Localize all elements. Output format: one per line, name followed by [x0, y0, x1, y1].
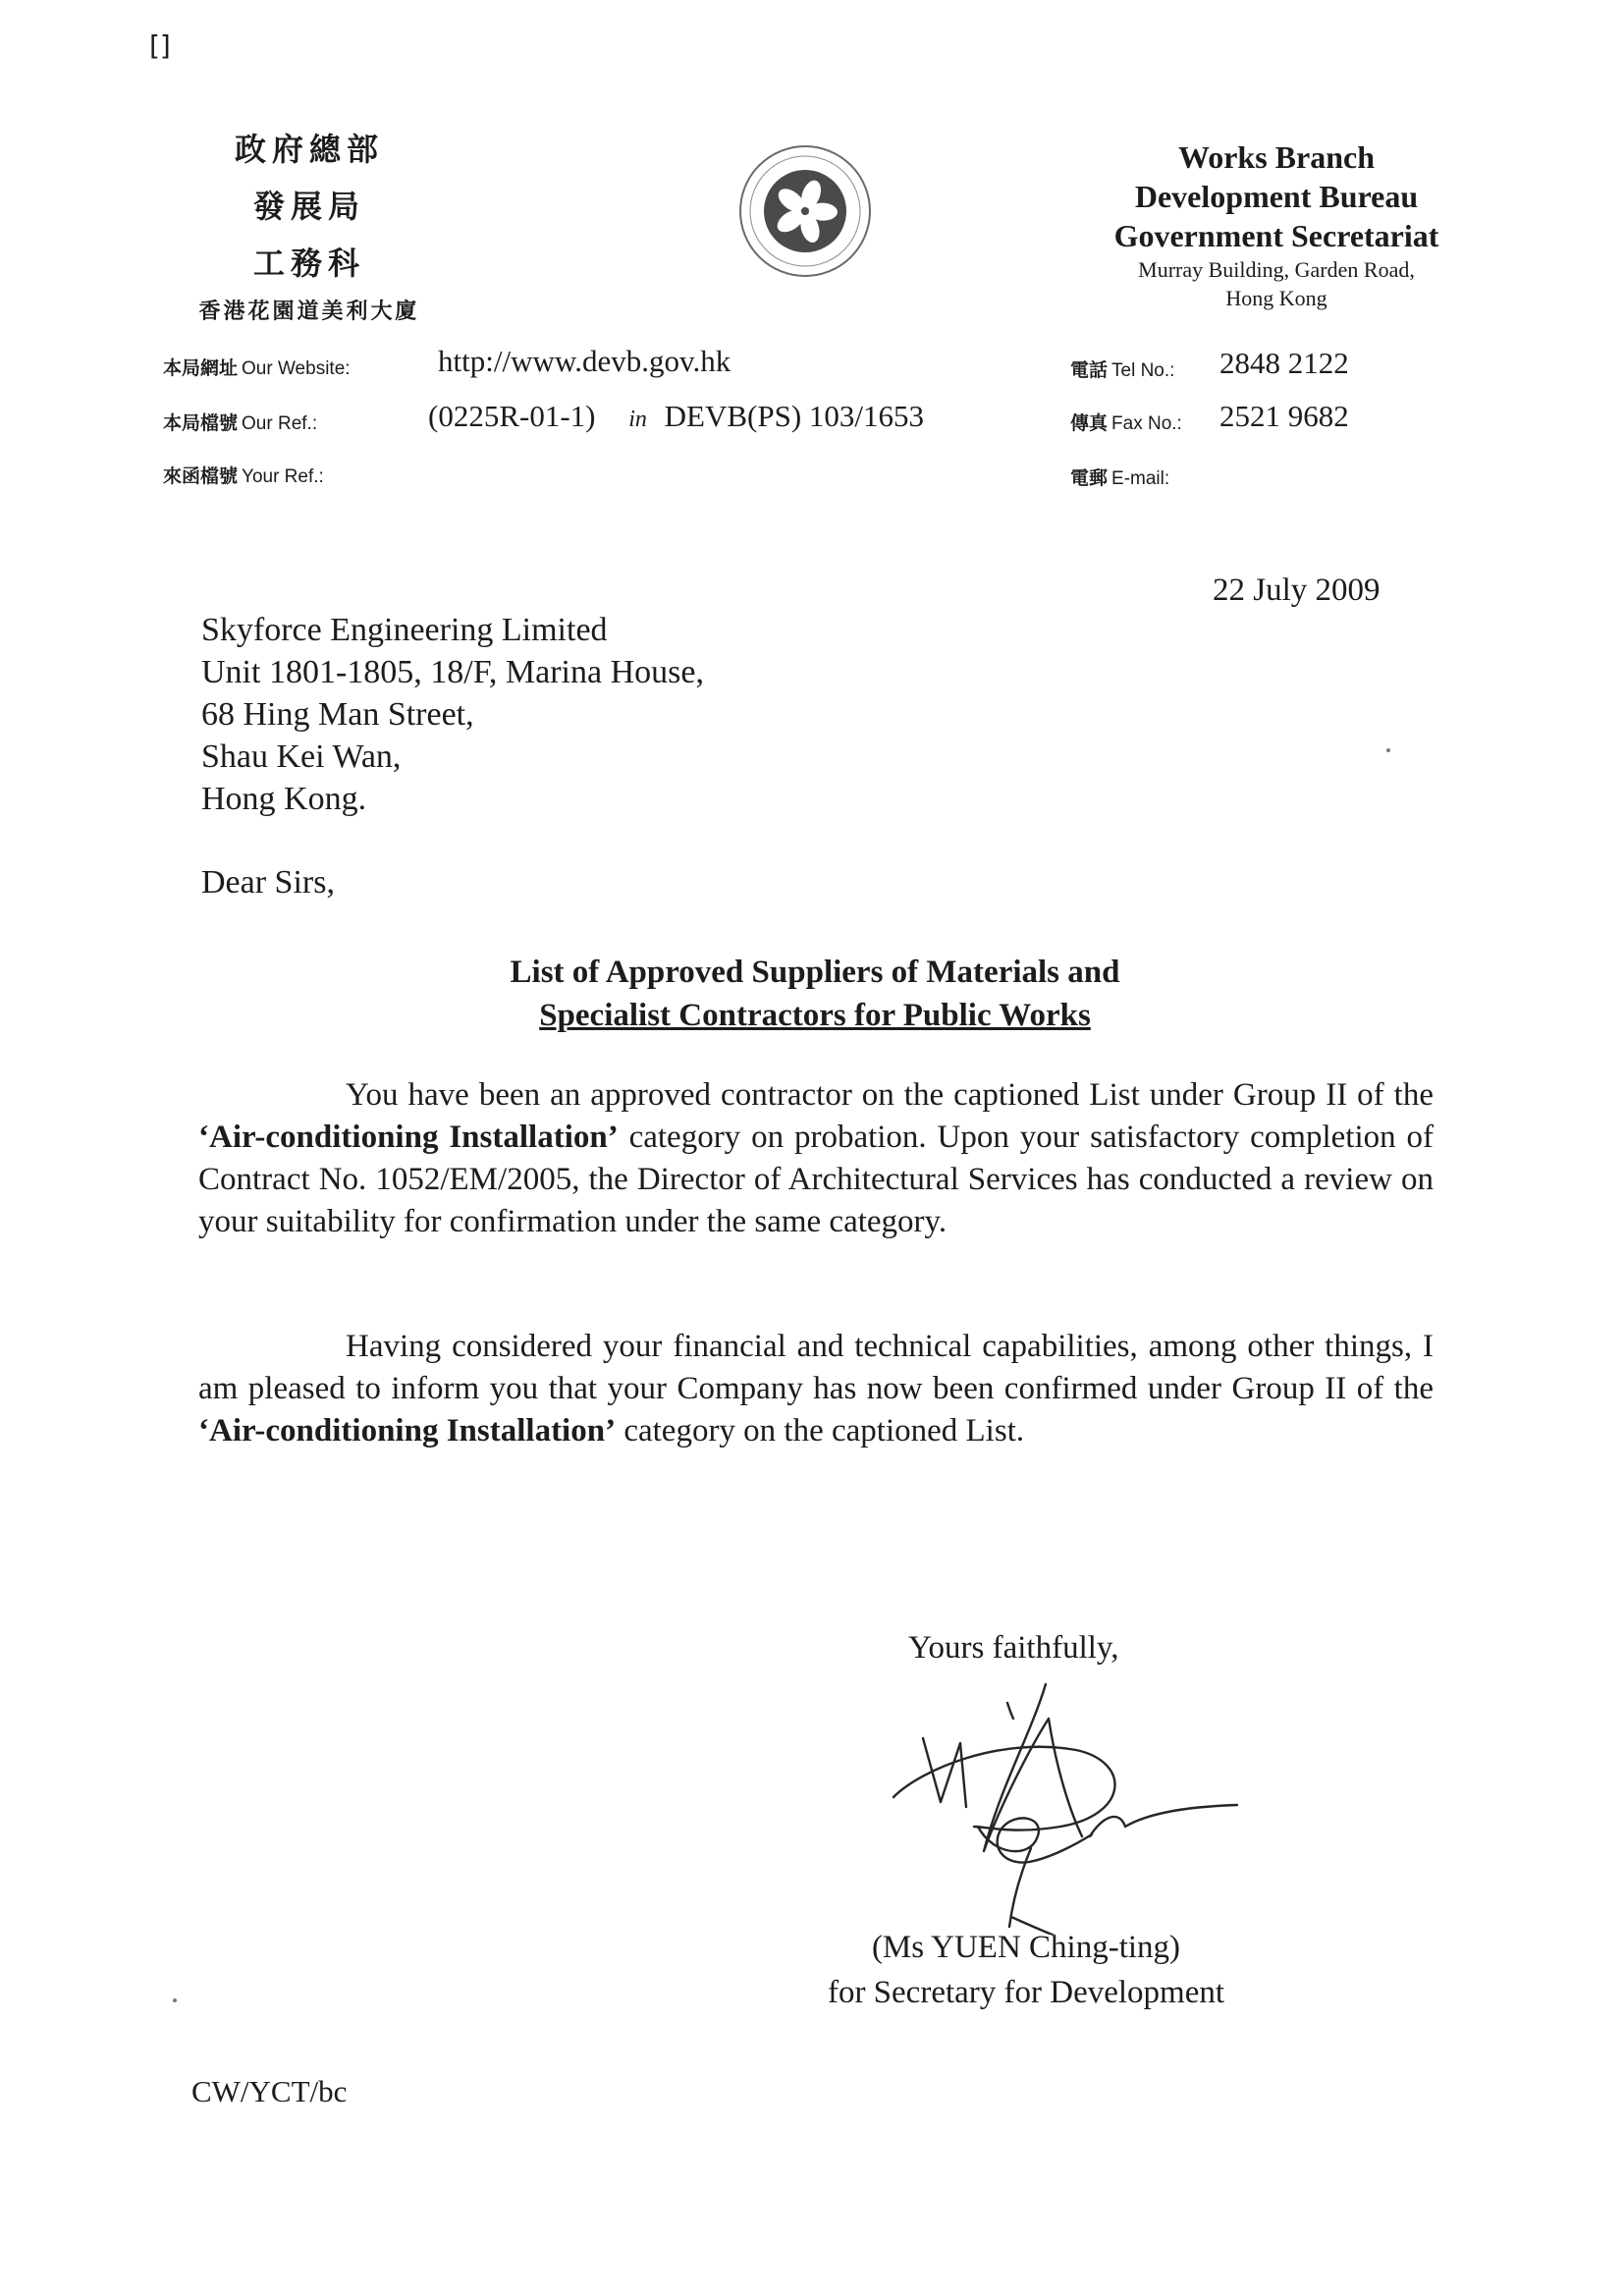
- email-label-en: E-mail:: [1111, 468, 1170, 489]
- closing: Yours faithfully,: [908, 1630, 1119, 1666]
- signer-title: for Secretary for Development: [827, 1975, 1225, 2010]
- our-ref-in: in: [628, 407, 647, 432]
- recipient-line-2: Unit 1801-1805, 18/F, Marina House,: [201, 654, 704, 690]
- email-label-cn: 電郵: [1070, 467, 1109, 489]
- paragraph-2-category: ‘Air-conditioning Installation’: [198, 1413, 617, 1449]
- subject-line-1: List of Approved Suppliers of Materials and: [510, 955, 1120, 990]
- website-label-cn: 本局網址: [163, 357, 239, 379]
- paragraph-1-category: ‘Air-conditioning Installation’: [198, 1120, 619, 1155]
- our-ref-value: [428, 399, 924, 434]
- salutation: Dear Sirs,: [201, 864, 335, 901]
- hksar-emblem: [736, 142, 874, 280]
- tel-label: [1070, 355, 1174, 382]
- recipient-line-4: Shau Kei Wan,: [201, 738, 402, 775]
- handwritten-signature: [884, 1679, 1257, 1935]
- your-ref-label-en: Your Ref.:: [242, 466, 324, 487]
- fax-label: [1070, 409, 1182, 435]
- fax-label-cn: 傳真: [1070, 412, 1109, 434]
- website-value: http://www.devb.gov.hk: [438, 344, 731, 378]
- paragraph-1-text-b: category on probation. Upon your satisfactory completion of Contract No. 1052/EM/2005, the Director of Architectural Services has conducted a review on your suitability for confirmation under the same category.: [198, 1120, 1434, 1239]
- signer-name: (Ms YUEN Ching-ting): [871, 1930, 1181, 1965]
- body-paragraph-1: [198, 1074, 1434, 1243]
- paragraph-1-text-a: You have been an approved contractor on the captioned List under Group II of the: [346, 1077, 1434, 1113]
- our-ref-label: [163, 409, 317, 435]
- cn-org-line-2: 發展局: [252, 188, 365, 225]
- cn-org-line-3: 工務科: [252, 245, 365, 282]
- website-label: [163, 354, 351, 380]
- scan-speck: [173, 1998, 177, 2002]
- en-org-block: [1080, 137, 1473, 312]
- subject-line-2: Specialist Contractors for Public Works: [539, 998, 1091, 1033]
- our-ref-file: DEVB(PS) 103/1653: [664, 399, 925, 433]
- en-address-line-2: Hong Kong: [1225, 286, 1327, 310]
- body-paragraph-2: [198, 1326, 1434, 1452]
- cn-address: 香港花園道美利大廈: [198, 300, 420, 324]
- en-org-line-2: Development Bureau: [1134, 179, 1419, 214]
- paragraph-2-text-a: Having considered your financial and technical capabilities, among other things, I am pleased to inform you that your Company has now been confirmed under Group II of the: [198, 1329, 1434, 1406]
- scan-speck: [1386, 748, 1390, 752]
- en-address-line-1: Murray Building, Garden Road,: [1138, 257, 1415, 282]
- our-ref-number: (0225R-01-1): [428, 399, 596, 433]
- subject-heading: [196, 951, 1434, 1037]
- your-ref-label: [163, 462, 324, 488]
- email-label: [1070, 464, 1169, 490]
- tel-value: 2848 2122: [1219, 346, 1349, 380]
- fax-label-en: Fax No.:: [1111, 413, 1182, 434]
- tel-label-cn: 電話: [1070, 359, 1109, 381]
- recipient-line-3: 68 Hing Man Street,: [201, 696, 474, 733]
- recipient-line-1: Skyforce Engineering Limited: [201, 612, 608, 648]
- en-org-line-3: Government Secretariat: [1113, 218, 1439, 253]
- letter-date: 22 July 2009: [1213, 573, 1380, 608]
- our-ref-label-en: Our Ref.:: [242, 413, 318, 434]
- cn-org-line-1: 政府總部: [234, 131, 384, 168]
- website-label-en: Our Website:: [242, 358, 351, 379]
- paragraph-2-text-b: category on the captioned List.: [616, 1413, 1025, 1449]
- our-ref-label-cn: 本局檔號: [163, 412, 239, 434]
- your-ref-label-cn: 來函檔號: [163, 465, 239, 487]
- footer-reference: CW/YCT/bc: [191, 2074, 348, 2108]
- recipient-address: [201, 609, 704, 820]
- fax-value: 2521 9682: [1219, 399, 1349, 433]
- en-org-line-1: Works Branch: [1177, 139, 1376, 175]
- recipient-line-5: Hong Kong.: [201, 781, 367, 817]
- tel-label-en: Tel No.:: [1111, 360, 1175, 381]
- corner-mark: []: [149, 29, 171, 62]
